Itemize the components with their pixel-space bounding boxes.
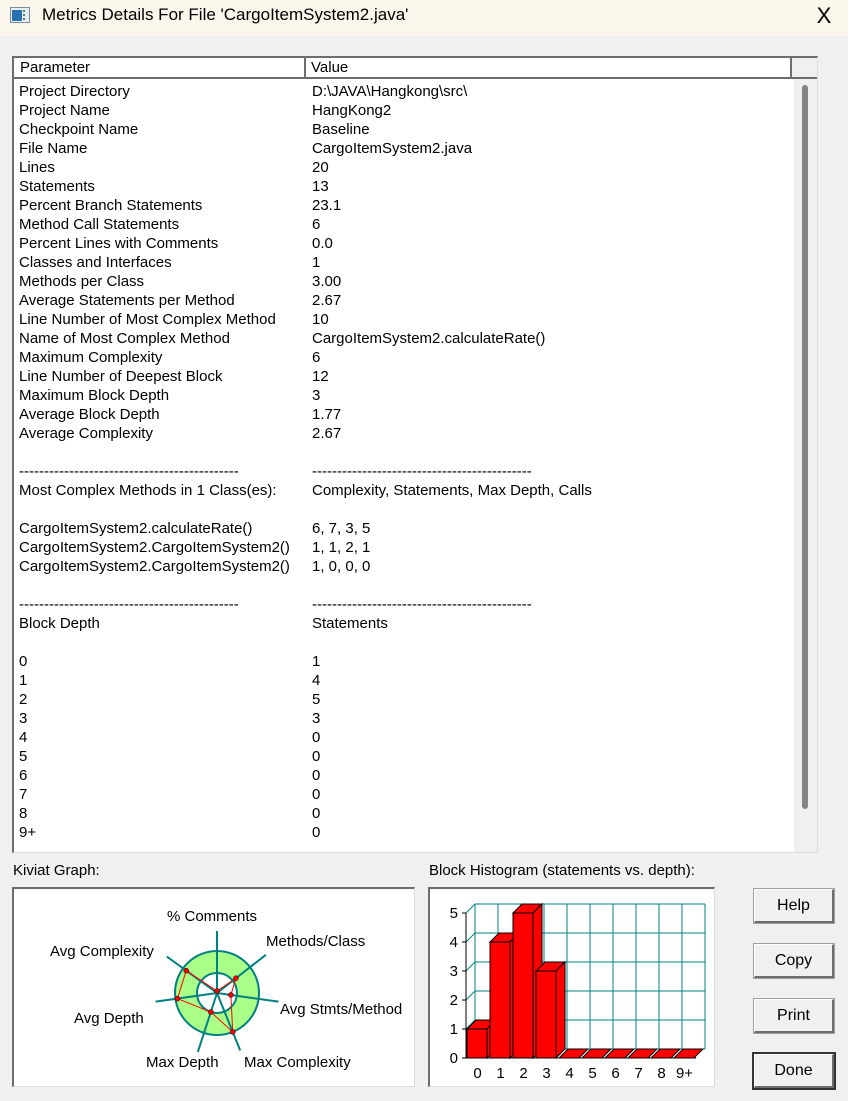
value-cell: 3 (312, 387, 321, 404)
value-cell: 6 (312, 349, 321, 366)
value-cell: 23.1 (312, 197, 342, 214)
value-cell: 1.77 (312, 406, 342, 423)
list-row[interactable] (14, 291, 794, 310)
kiviat-point (208, 1010, 213, 1015)
value-cell: 3 (312, 710, 321, 727)
list-row[interactable] (14, 177, 794, 196)
list-row[interactable] (14, 424, 794, 443)
parameter-cell: Line Number of Most Complex Method (19, 311, 276, 328)
list-row[interactable] (14, 329, 794, 348)
list-row[interactable] (14, 405, 794, 424)
list-row[interactable] (14, 785, 794, 804)
y-tick-label: 0 (449, 1050, 458, 1067)
parameter-cell: CargoItemSystem2.CargoItemSystem2() (19, 558, 290, 575)
value-cell: -------------------------------------------- (312, 596, 532, 613)
value-cell: Statements (312, 615, 388, 632)
x-tick-label: 1 (496, 1065, 505, 1082)
parameter-cell: Lines (19, 159, 55, 176)
done-button[interactable]: Done (754, 1054, 834, 1088)
column-header-value[interactable]: Value (306, 58, 792, 79)
value-cell: 3.00 (312, 273, 342, 290)
list-row[interactable] (14, 500, 794, 519)
x-tick-label: 8 (657, 1065, 666, 1082)
list-row[interactable] (14, 728, 794, 747)
parameter-cell: Method Call Statements (19, 216, 180, 233)
value-cell: HangKong2 (312, 102, 392, 119)
list-row[interactable] (14, 823, 794, 842)
kiviat-point (228, 992, 233, 997)
list-row[interactable] (14, 519, 794, 538)
close-button[interactable] (812, 2, 836, 30)
value-cell: 0.0 (312, 235, 333, 252)
kiviat-axis-label: Methods/Class (266, 933, 366, 950)
list-row[interactable] (14, 633, 794, 652)
y-tick-label: 2 (449, 992, 458, 1009)
y-tick-label: 3 (449, 963, 458, 980)
x-tick-label: 3 (542, 1065, 551, 1082)
grid-line-diagonal (466, 991, 475, 1000)
title-bar (0, 0, 848, 36)
value-cell: CargoItemSystem2.java (312, 140, 473, 157)
value-cell: 2.67 (312, 292, 342, 309)
value-cell: 0 (312, 729, 321, 746)
value-cell: CargoItemSystem2.calculateRate() (312, 330, 546, 347)
value-cell: 12 (312, 368, 329, 385)
parameter-cell: Maximum Block Depth (19, 387, 170, 404)
x-tick-label: 0 (473, 1065, 482, 1082)
parameter-cell: Line Number of Deepest Block (19, 368, 223, 385)
parameter-cell: -------------------------------------------- (19, 596, 239, 613)
list-row[interactable] (14, 234, 794, 253)
parameter-cell: CargoItemSystem2.calculateRate() (19, 520, 253, 537)
bar (467, 1029, 487, 1058)
list-row[interactable] (14, 101, 794, 120)
bar (490, 942, 510, 1058)
value-cell: 0 (312, 805, 321, 822)
value-cell: 5 (312, 691, 321, 708)
parameter-cell: 2 (19, 691, 28, 708)
kiviat-axis-label: Max Complexity (244, 1054, 351, 1071)
list-row[interactable] (14, 766, 794, 785)
copy-button[interactable]: Copy (754, 944, 834, 978)
parameter-cell: 6 (19, 767, 28, 784)
value-cell: 0 (312, 824, 321, 841)
parameter-cell: 0 (19, 653, 28, 670)
value-cell: Complexity, Statements, Max Depth, Calls (312, 482, 592, 499)
parameter-cell: Block Depth (19, 615, 100, 632)
parameter-cell: Maximum Complexity (19, 349, 163, 366)
kiviat-point (175, 996, 180, 1001)
list-row[interactable] (14, 557, 794, 576)
list-row[interactable] (14, 443, 794, 462)
kiviat-point (184, 968, 189, 973)
kiviat-graph (14, 889, 414, 1086)
parameter-cell: CargoItemSystem2.CargoItemSystem2() (19, 539, 290, 556)
list-row[interactable] (14, 595, 794, 614)
value-cell: 13 (312, 178, 329, 195)
parameter-cell: 9+ (19, 824, 37, 841)
parameter-cell: 8 (19, 805, 28, 822)
kiviat-axis-label: Max Depth (146, 1054, 219, 1071)
parameter-cell: 5 (19, 748, 28, 765)
list-row[interactable] (14, 481, 794, 500)
list-row[interactable] (14, 804, 794, 823)
parameter-cell: Average Complexity (19, 425, 153, 442)
value-cell: -------------------------------------------- (312, 463, 532, 480)
parameter-cell: File Name (19, 140, 88, 157)
kiviat-point (215, 989, 220, 994)
value-cell: 1, 0, 0, 0 (312, 558, 371, 575)
y-tick-label: 1 (449, 1021, 458, 1038)
list-row[interactable] (14, 215, 794, 234)
parameter-cell: Percent Lines with Comments (19, 235, 219, 252)
list-row[interactable] (14, 462, 794, 481)
x-tick-label: 9+ (675, 1065, 694, 1082)
x-tick-label: 4 (565, 1065, 574, 1082)
list-row[interactable] (14, 272, 794, 291)
value-cell: 0 (312, 786, 321, 803)
list-row[interactable] (14, 253, 794, 272)
value-cell: 2.67 (312, 425, 342, 442)
parameter-cell: Classes and Interfaces (19, 254, 172, 271)
bar (536, 971, 556, 1058)
window-app-icon (10, 7, 30, 23)
bar-side (556, 962, 565, 1058)
print-button[interactable]: Print (754, 999, 834, 1033)
parameter-cell: 1 (19, 672, 28, 689)
value-cell: D:\JAVA\Hangkong\src\ (312, 83, 468, 100)
grid-line-diagonal (466, 904, 475, 913)
list-row[interactable] (14, 139, 794, 158)
histogram-label: Block Histogram (statements vs. depth): (429, 862, 695, 879)
parameter-cell: Project Name (19, 102, 110, 119)
list-row[interactable] (14, 310, 794, 329)
value-cell: 0 (312, 748, 321, 765)
x-tick-label: 2 (519, 1065, 528, 1082)
list-row[interactable] (14, 386, 794, 405)
value-cell: 20 (312, 159, 329, 176)
kiviat-axis-label: Avg Stmts/Method (280, 1001, 403, 1018)
value-cell: 1 (312, 254, 321, 271)
value-cell: 6, 7, 3, 5 (312, 520, 371, 537)
value-cell: 4 (312, 672, 321, 689)
grid-line-diagonal (466, 962, 475, 971)
parameter-cell: Name of Most Complex Method (19, 330, 230, 347)
list-row[interactable] (14, 614, 794, 633)
list-row[interactable] (14, 196, 794, 215)
value-cell: 10 (312, 311, 329, 328)
metrics-list[interactable] (12, 56, 818, 853)
list-row[interactable] (14, 120, 794, 139)
kiviat-label: Kiviat Graph: (13, 862, 100, 879)
kiviat-axis-label: Avg Depth (74, 1010, 144, 1027)
parameter-cell: Statements (19, 178, 95, 195)
parameter-cell: Percent Branch Statements (19, 197, 203, 214)
x-tick-label: 5 (588, 1065, 597, 1082)
kiviat-axis-label: % Comments (167, 908, 258, 925)
histogram-panel (428, 887, 715, 1087)
value-cell: 6 (312, 216, 321, 233)
kiviat-point (230, 1029, 235, 1034)
parameter-cell: 4 (19, 729, 28, 746)
parameter-cell: 7 (19, 786, 28, 803)
list-row[interactable] (14, 671, 794, 690)
list-row[interactable] (14, 709, 794, 728)
scrollbar-thumb[interactable] (802, 85, 808, 809)
y-tick-label: 4 (449, 934, 458, 951)
window-title: Metrics Details For File 'CargoItemSystem2.java' (42, 5, 409, 24)
parameter-cell: Project Directory (19, 83, 130, 100)
kiviat-axis-label: Avg Complexity (50, 943, 154, 960)
parameter-cell: Checkpoint Name (19, 121, 139, 138)
x-tick-label: 7 (634, 1065, 643, 1082)
parameter-cell: Most Complex Methods in 1 Class(es): (19, 482, 277, 499)
kiviat-point (233, 976, 238, 981)
list-row[interactable] (14, 690, 794, 709)
value-cell: Baseline (312, 121, 370, 138)
list-row[interactable] (14, 158, 794, 177)
close-icon: X (816, 3, 832, 28)
list-row[interactable] (14, 82, 794, 101)
parameter-cell: Average Block Depth (19, 406, 160, 423)
list-body (14, 82, 794, 842)
y-tick-label: 5 (449, 905, 458, 922)
value-cell: 0 (312, 767, 321, 784)
x-tick-label: 6 (611, 1065, 620, 1082)
bar (513, 913, 533, 1058)
value-cell: 1, 1, 2, 1 (312, 539, 371, 556)
parameter-cell: 3 (19, 710, 28, 727)
list-row[interactable] (14, 747, 794, 766)
list-row[interactable] (14, 367, 794, 386)
list-row[interactable] (14, 652, 794, 671)
value-cell: 1 (312, 653, 321, 670)
list-row[interactable] (14, 576, 794, 595)
block-histogram (430, 889, 714, 1086)
parameter-cell: Methods per Class (19, 273, 145, 290)
list-row[interactable] (14, 348, 794, 367)
list-header (14, 58, 818, 79)
vertical-scrollbar[interactable] (794, 79, 818, 853)
help-button[interactable]: Help (754, 889, 834, 923)
parameter-cell: -------------------------------------------- (19, 463, 239, 480)
list-row[interactable] (14, 538, 794, 557)
parameter-cell: Average Statements per Method (19, 292, 235, 309)
grid-line-diagonal (466, 933, 475, 942)
column-header-filler (792, 58, 818, 79)
column-header-parameter[interactable]: Parameter (14, 58, 306, 79)
kiviat-panel (12, 887, 415, 1087)
